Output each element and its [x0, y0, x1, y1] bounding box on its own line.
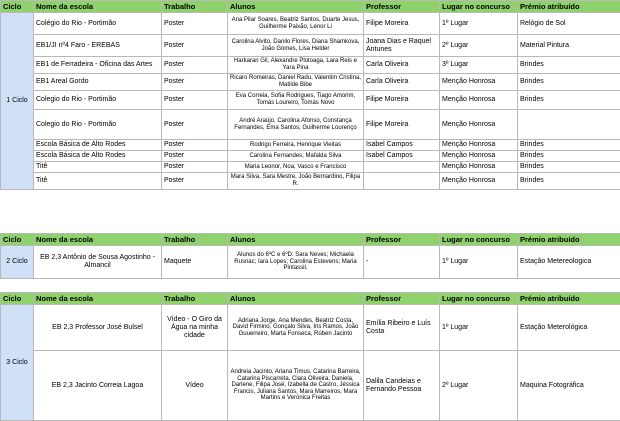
- cell-lugar: 2º Lugar: [440, 35, 518, 57]
- header-escola: Nome da escola: [34, 293, 162, 305]
- cell-escola: Titê: [34, 162, 162, 173]
- header-professor: Professor: [364, 293, 440, 305]
- header-ciclo: Ciclo: [1, 1, 34, 13]
- header-row: [1, 234, 620, 246]
- cell-alunos: Alunos do 6ºC e 6ºD: Sara Neves; Michaela Rusnac; Iara Lopes; Carolina Estevens; Maria Pintassil.: [228, 246, 364, 279]
- header-professor: Professor: [364, 234, 440, 246]
- cell-lugar: 2º Lugar: [440, 351, 518, 421]
- table-1-ciclo: [0, 0, 620, 190]
- cell-alunos: Eva Correia, Sofia Rodrigues, Tiago Amorim, Tomás Loureiro, Tomás Novo: [228, 91, 364, 110]
- cell-lugar: Menção Honrosa: [440, 173, 518, 190]
- table-row: [1, 35, 620, 57]
- cell-alunos: Carolina Alvito, Danilo Flores, Diana Shamkova, João Gomes, Lisa Helder: [228, 35, 364, 57]
- cell-trabalho: Poster: [162, 57, 228, 74]
- cell-trabalho: Poster: [162, 35, 228, 57]
- cell-professor: Filipe Moreira: [364, 13, 440, 35]
- header-alunos: Alunos: [228, 234, 364, 246]
- cell-escola: Colégio do Rio - Portimão: [34, 13, 162, 35]
- cell-escola: EB1/JI nº4 Faro - EREBAS: [34, 35, 162, 57]
- cell-alunos: Maria Leonor, Noa, Vasco e Francisco: [228, 162, 364, 173]
- ciclo-label: 3 Ciclo: [1, 305, 34, 421]
- table-row: [1, 13, 620, 35]
- cell-alunos: André Araújo, Carolina Afonso, Constança Fernandes, Ema Santos, Guilherme Lourenço: [228, 110, 364, 140]
- cell-escola: EB1 de Ferradeira - Oficina das Artes: [34, 57, 162, 74]
- table-row: [1, 246, 620, 279]
- cell-trabalho: Poster: [162, 110, 228, 140]
- cell-escola: Colegio do Rio - Portimão: [34, 110, 162, 140]
- cell-premio: Brindes: [518, 140, 620, 151]
- cell-professor: Emília Ribeiro e Luís Costa: [364, 305, 440, 351]
- table-2-ciclo: [0, 233, 620, 279]
- cell-alunos: Ricaro Romeiras, Daniel Radu, Valentim Cristina, Matilde Bibe: [228, 74, 364, 91]
- cell-trabalho: Poster: [162, 151, 228, 162]
- cell-trabalho: Poster: [162, 173, 228, 190]
- cell-escola: Titê: [34, 173, 162, 190]
- cell-alunos: Mara Silva, Sara Mestre, João Bernardino, Filipa R.: [228, 173, 364, 190]
- cell-professor: Carla Oliveira: [364, 74, 440, 91]
- cell-alunos: Harkaran Gil, Alexandre Plotoaga, Lara Reis e Yara Pina: [228, 57, 364, 74]
- table-row: [1, 57, 620, 74]
- cell-premio: Relógio de Sol: [518, 13, 620, 35]
- cell-alunos: Carolina Fernandes, Mafalda Silva: [228, 151, 364, 162]
- cell-escola: Escola Básica de Alto Rodes: [34, 140, 162, 151]
- cell-alunos: Adriana Jorge, Ana Mendes, Beatriz Costa, David Firmino, Gonçalo Silva, Iris Ramos, João Guuerreiro, Marta Fonseca, Rúben Jacinto: [228, 305, 364, 351]
- cell-professor: Filipe Moreira: [364, 110, 440, 140]
- table-row: [1, 91, 620, 110]
- cell-premio: Brindes: [518, 173, 620, 190]
- header-premio: Prémio atribuído: [518, 234, 620, 246]
- cell-premio: [518, 110, 620, 140]
- cell-lugar: Menção Honrosa: [440, 162, 518, 173]
- cell-professor: -: [364, 246, 440, 279]
- header-trabalho: Trabalho: [162, 234, 228, 246]
- cell-lugar: Menção Honrosa: [440, 140, 518, 151]
- cell-trabalho: Vídeo - O Giro da Água na minha cidade: [162, 305, 228, 351]
- cell-premio: Estação Meterológica: [518, 305, 620, 351]
- cell-lugar: 1º Lugar: [440, 13, 518, 35]
- cell-lugar: Menção Honrosa: [440, 151, 518, 162]
- cell-professor: Dalila Candeias e Fernando Pessoa: [364, 351, 440, 421]
- cell-premio: Brindes: [518, 162, 620, 173]
- table-row: [1, 74, 620, 91]
- cell-professor: [364, 173, 440, 190]
- cell-trabalho: Poster: [162, 74, 228, 91]
- cell-alunos: Andreia Jacinto, Ariana Timus, Catarina Barreira, Catarina Piscarreta, Clara Oliveira, Daniela, Darlene, Filipa José, Izabella de Castro, Jéssica Francis, Juliana Santos, Mara Marreiros, Mara Martins e Verónica Freitas: [228, 351, 364, 421]
- cell-trabalho: Maquete: [162, 246, 228, 279]
- cell-premio: Maquina Fotográfica: [518, 351, 620, 421]
- ciclo-label: 2 Ciclo: [1, 246, 34, 279]
- cell-alunos: Ana Pilar Soares, Beatriz Santos, Duarte Jesus, Guilherme Paixão, Lenor Li: [228, 13, 364, 35]
- cell-trabalho: Poster: [162, 13, 228, 35]
- cell-escola: Escola Básica de Alto Rodes: [34, 151, 162, 162]
- header-alunos: Alunos: [228, 293, 364, 305]
- table-row: [1, 173, 620, 190]
- cell-lugar: Menção Honrosa: [440, 91, 518, 110]
- cell-premio: Brindes: [518, 91, 620, 110]
- header-row: [1, 293, 620, 305]
- cell-professor: Isabel Campos: [364, 140, 440, 151]
- cell-premio: Material Pintura: [518, 35, 620, 57]
- table-row: [1, 305, 620, 351]
- header-premio: Prémio atribuído: [518, 293, 620, 305]
- header-ciclo: Ciclo: [1, 293, 34, 305]
- table-3-ciclo: [0, 292, 620, 421]
- cell-escola: EB 2,3 Jacinto Correia Lagoa: [34, 351, 162, 421]
- cell-professor: Carla Oliveira: [364, 57, 440, 74]
- cell-trabalho: Poster: [162, 140, 228, 151]
- header-escola: Nome da escola: [34, 1, 162, 13]
- table-row: [1, 110, 620, 140]
- cell-lugar: 1º Lugar: [440, 305, 518, 351]
- cell-premio: Brindes: [518, 57, 620, 74]
- cell-premio: Brindes: [518, 151, 620, 162]
- header-professor: Professor: [364, 1, 440, 13]
- table-row: [1, 162, 620, 173]
- cell-escola: Colegio do Rio - Portimão: [34, 91, 162, 110]
- cell-escola: EB1 Areal Gordo: [34, 74, 162, 91]
- cell-professor: Isabel Campos: [364, 151, 440, 162]
- header-lugar: Lugar no concurso: [440, 293, 518, 305]
- cell-professor: Joana Dias e Raquel Antunes: [364, 35, 440, 57]
- cell-lugar: 3º Lugar: [440, 57, 518, 74]
- cell-alunos: Rodrigo Ferreira, Henrique Vieitas: [228, 140, 364, 151]
- cell-lugar: Menção Honrosa: [440, 110, 518, 140]
- header-trabalho: Trabalho: [162, 293, 228, 305]
- ciclo-label: 1 Ciclo: [1, 13, 34, 190]
- header-lugar: Lugar no concurso: [440, 234, 518, 246]
- cell-professor: [364, 162, 440, 173]
- cell-escola: EB 2,3 Antônio de Sousa Agostinho - Almancil: [34, 246, 162, 279]
- table-row: [1, 140, 620, 151]
- cell-professor: Filipe Moreira: [364, 91, 440, 110]
- table-row: [1, 151, 620, 162]
- cell-premio: Estação Metereologica: [518, 246, 620, 279]
- header-lugar: Lugar no concurso: [440, 1, 518, 13]
- header-trabalho: Trabalho: [162, 1, 228, 13]
- cell-trabalho: Poster: [162, 91, 228, 110]
- cell-premio: Brindes: [518, 74, 620, 91]
- table-row: [1, 351, 620, 421]
- header-row: [1, 1, 620, 13]
- header-ciclo: Ciclo: [1, 234, 34, 246]
- cell-trabalho: Vídeo: [162, 351, 228, 421]
- header-escola: Nome da escola: [34, 234, 162, 246]
- cell-lugar: Menção Honrosa: [440, 74, 518, 91]
- header-alunos: Alunos: [228, 1, 364, 13]
- cell-trabalho: Poster: [162, 162, 228, 173]
- cell-lugar: 1º Lugar: [440, 246, 518, 279]
- cell-escola: EB 2,3 Professor José Bulsel: [34, 305, 162, 351]
- header-premio: Prémio atribuído: [518, 1, 620, 13]
